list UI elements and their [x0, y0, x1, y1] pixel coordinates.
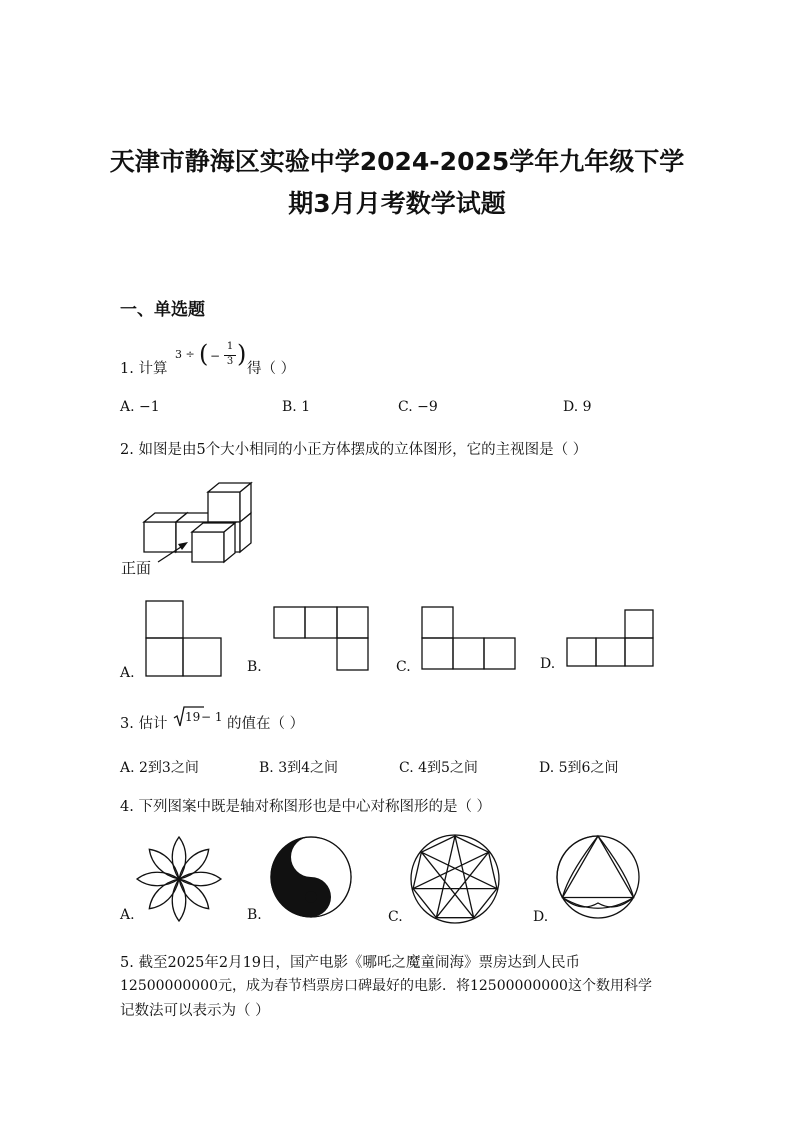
q3-option-c: C. 4到5之间: [399, 760, 478, 776]
q5-line-1: 5. 截至2025年2月19日，国产电影《哪吒之魔童闹海》票房达到人民币: [120, 955, 581, 971]
q5-line-2: 12500000000元，成为春节档票房口碑最好的电影．将12500000000这个数用科学: [120, 978, 652, 994]
q1-fraction-denominator: 3: [226, 356, 234, 367]
q3-option-b: B. 3到4之间: [259, 760, 339, 776]
q4-option-d-triangle-figure: [557, 836, 639, 918]
q1-expr-minus: −: [210, 349, 221, 363]
q4-option-c: C.: [388, 909, 403, 925]
section-heading: 一、单选题: [120, 300, 205, 320]
q1-suffix: 得（ ）: [247, 361, 296, 377]
q1-option-c: C. −9: [398, 399, 438, 415]
q2-option-a: A.: [120, 665, 135, 681]
q3-option-d: D. 5到6之间: [539, 760, 619, 776]
q3-suffix: 的值在（ ）: [227, 716, 305, 732]
q4-option-d: D.: [533, 909, 549, 925]
q4-text: 4. 下列图案中既是轴对称图形也是中心对称图形的是（ ）: [120, 799, 492, 815]
q3-radicand: 19: [185, 710, 201, 724]
q1-option-b: B. 1: [282, 399, 311, 415]
q2-front-label: 正面: [121, 559, 152, 577]
q3-option-a: A. 2到3之间: [120, 760, 199, 776]
document-title-line-2: 期3月月考数学试题: [288, 189, 506, 218]
q1-paren-left: (: [199, 340, 209, 368]
q1-expr-lead: 3 ÷: [175, 348, 195, 361]
q3-prefix: 3. 估计: [120, 716, 168, 732]
q5-line-3: 记数法可以表示为（ ）: [120, 1003, 270, 1019]
q3-minus-one: − 1: [201, 710, 223, 724]
q1-paren-right: ): [237, 340, 247, 368]
q1-fraction-numerator: 1: [226, 341, 234, 352]
q1-option-d: D. 9: [563, 399, 592, 415]
q4-option-b-yinyang-figure: [271, 837, 351, 917]
q1-prefix: 1. 计算: [120, 361, 168, 377]
document-title-line-1: 天津市静海区实验中学2024-2025学年九年级下学: [109, 147, 685, 176]
q4-option-b: B.: [247, 907, 262, 923]
q2-option-c: C.: [396, 659, 411, 675]
q2-text: 2. 如图是由5个大小相同的小正方体摆成的立体图形，它的主视图是（ ）: [120, 442, 588, 458]
q2-option-d: D.: [540, 656, 556, 672]
q2-option-b: B.: [247, 659, 262, 675]
q1-option-a: A. −1: [120, 399, 160, 415]
q4-option-c-star-figure: [411, 835, 499, 923]
q4-option-a-flower-figure: [137, 837, 221, 921]
q4-option-a: A.: [120, 907, 135, 923]
